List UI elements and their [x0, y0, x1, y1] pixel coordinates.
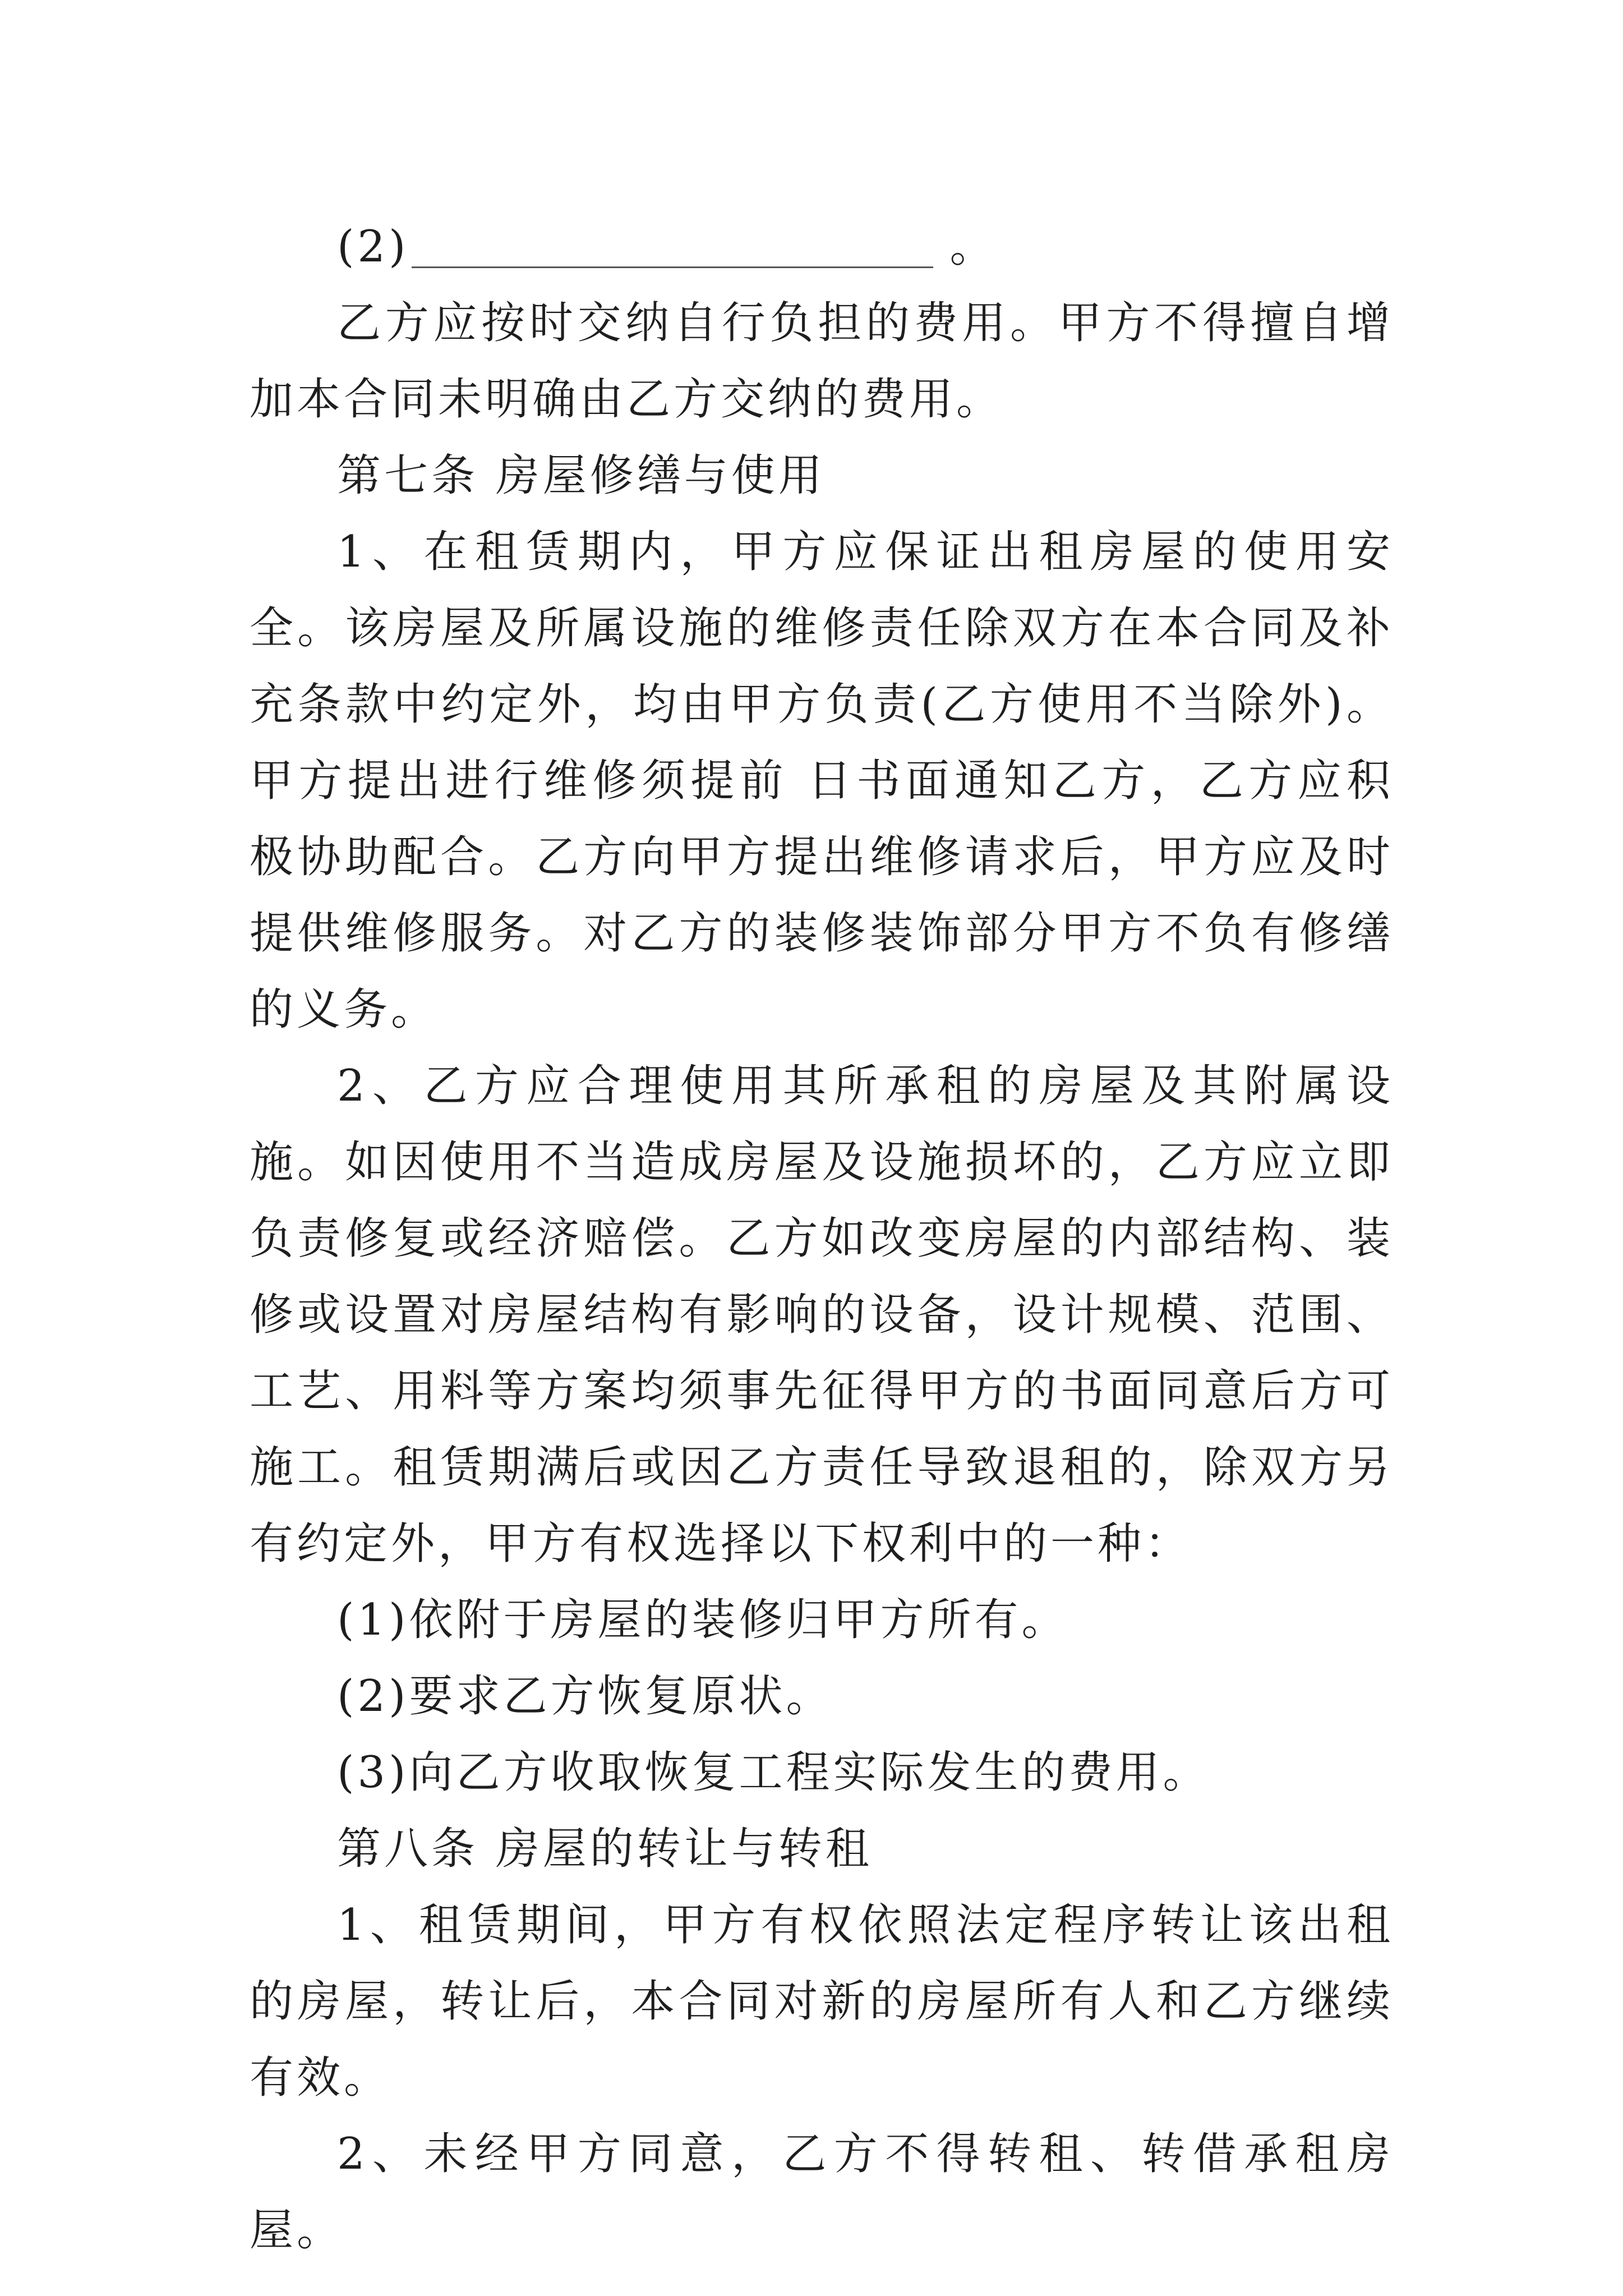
- item-2-blank-line: [250, 209, 1394, 285]
- article-7-option-1: (1)依附于房屋的装修归甲方所有。: [337, 1595, 1069, 1645]
- article-8-heading: 第八条 房屋的转让与转租: [337, 1824, 873, 1874]
- article-8-clause-1: 1、租赁期间，甲方有权依照法定程序转让该出租的房屋，转让后，本合同对新的房屋所有人和乙方继续有效。: [250, 1900, 1394, 2103]
- document-body: [250, 209, 1394, 2269]
- blank-fill-line: [412, 266, 933, 268]
- item-2-end: 。: [949, 222, 997, 272]
- article-7-option-2: (2)要求乙方恢复原状。: [337, 1671, 833, 1722]
- article-7-clause-2: 2、乙方应合理使用其所承租的房屋及其附属设施。如因使用不当造成房屋及设施损坏的，乙方应立即负责修复或经济赔偿。乙方如改变房屋的内部结构、装修或设置对房屋结构有影响的设备，设计规模、范围、工艺、用料等方案均须事先征得甲方的书面同意后方可施工。租赁期满后或因乙方责任导致退租的，除双方另有约定外，甲方有权选择以下权利中的一种：: [250, 1061, 1394, 1569]
- article-7-option-3: (3)向乙方收取恢复工程实际发生的费用。: [337, 1747, 1210, 1798]
- item-2-label: (2): [337, 222, 409, 272]
- fees-paragraph: 乙方应按时交纳自行负担的费用。甲方不得擅自增加本合同未明确由乙方交纳的费用。: [250, 298, 1394, 425]
- article-7-heading: 第七条 房屋修缮与使用: [337, 450, 826, 501]
- article-8-clause-2: 2、未经甲方同意，乙方不得转租、转借承租房屋。: [250, 2129, 1394, 2256]
- article-7-clause-1: 1、在租赁期内，甲方应保证出租房屋的使用安全。该房屋及所属设施的维修责任除双方在本合同及补充条款中约定外，均由甲方负责(乙方使用不当除外)。甲方提出进行维修须提前 日书面通知乙方，乙方应积极协助配合。乙方向甲方提出维修请求后，甲方应及时提供维修服务。对乙方的装修装饰部分甲方不负有修缮的义务。: [250, 527, 1394, 1035]
